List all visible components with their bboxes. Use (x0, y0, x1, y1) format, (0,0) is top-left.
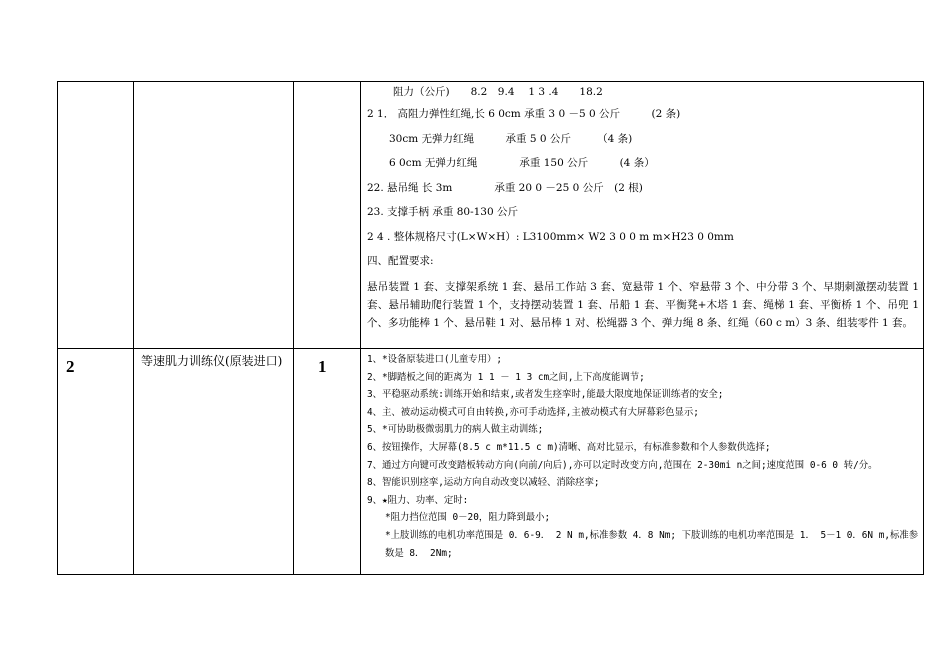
spec-line: *上肢训练的电机功率范围是 0．6-9． 2 N m,标准参数 4．8 Nm; 下肢训练的电机功率范围是 1． 5－1 0．6N m,标准参数是 8． 2Nm; (385, 529, 919, 559)
spec-line: 2、*脚踏板之间的距离为 1 1 － 1 3 cm之间,上下高度能调节; (367, 371, 645, 383)
spec-line: 9、★阻力、功率、定时: (367, 494, 469, 506)
spec-line: 7、通过方向键可改变踏板转动方向(向前/向后),亦可以定时改变方向,范围在 2-30mi n之间;速度范围 0-6 0 转/分。 (367, 459, 878, 471)
spec-line: 2 4 . 整体规格尺寸(L×W×H）: L3100mm× W2 3 0 0 m m×H23 0 0mm (367, 230, 734, 243)
spec-line: 22. 悬吊绳 长 3m 承重 20 0 －25 0 公斤 (2 根) (367, 181, 643, 194)
spec-line: 4、主、被动运动模式可自由转换,亦可手动选择,主被动模式有大屏幕彩色显示; (367, 406, 699, 418)
spec-line: 阻力（公斤) 8.2 9.4 1 3 .4 18.2 (393, 86, 603, 98)
number-cell (58, 349, 134, 575)
spec-line: 6、按钮操作，大屏幕(8.5 c m*11.5 c m)清晰、高对比显示，有标准参数和个人参数供选择; (367, 441, 771, 453)
spec-cell (361, 82, 924, 349)
spec-line: 1、*设备原装进口(儿童专用）; (367, 354, 503, 365)
equipment-name: 等速肌力训练仪(原装进口) (141, 354, 283, 368)
spec-line: 8、智能识别痉挛,运动方向自动改变以减轻、消除痉挛; (367, 477, 600, 489)
spec-list (361, 349, 923, 562)
name-cell (134, 82, 294, 349)
quantity-cell (294, 349, 361, 575)
quantity-cell (294, 82, 361, 349)
number-cell (58, 82, 134, 349)
spec-line: 3、平稳驱动系统:训练开始和结束,或者发生痉挛时,能最大限度地保证训练者的安全; (367, 389, 724, 401)
spec-line: *阻力挡位范围 0－20，阻力降到最小; (385, 512, 551, 524)
spec-line: 6 0cm 无弹力红绳 承重 150 公斤 (4 条） (389, 157, 655, 169)
name-cell (134, 349, 294, 575)
equipment-spec-table (57, 81, 924, 575)
spec-line: 23. 支撑手柄 承重 80-130 公斤 (367, 206, 518, 218)
equipment-quantity: 1 (318, 357, 327, 376)
spec-line: 5、*可协助极微弱肌力的病人做主动训练; (367, 424, 544, 436)
row-number: 2 (66, 357, 75, 376)
spec-line: 2 1． 高阻力弹性红绳,长 6 0cm 承重 3 0 －5 0 公斤 (2 条) (367, 108, 681, 120)
spec-line: 四、配置要求: (367, 255, 434, 267)
spec-line: 30cm 无弹力红绳 承重 5 0 公斤 （4 条) (389, 132, 633, 145)
spec-cell (361, 349, 924, 575)
config-paragraph: 悬吊装置 1 套、支撑架系统 1 套、悬吊工作站 3 套、宽悬带 1 个、窄悬带 3 个、中分带 3 个、早期刺激摆动装置 1 套、悬吊辅助爬行装置 1 个，支持摆动装置 1 套、吊船 1 套、平衡凳+木塔 1 套、绳梯 1 套、平衡桥 1 个、吊兜 1 个、多功能棒 1 个、悬吊鞋 1 对、悬吊棒 1 对、松绳器 3 个、弹力绳 8 条、红绳（60 c m）3 条、组装零件 1 套。 (367, 280, 919, 329)
table-row (58, 349, 924, 575)
table-row (58, 82, 924, 349)
